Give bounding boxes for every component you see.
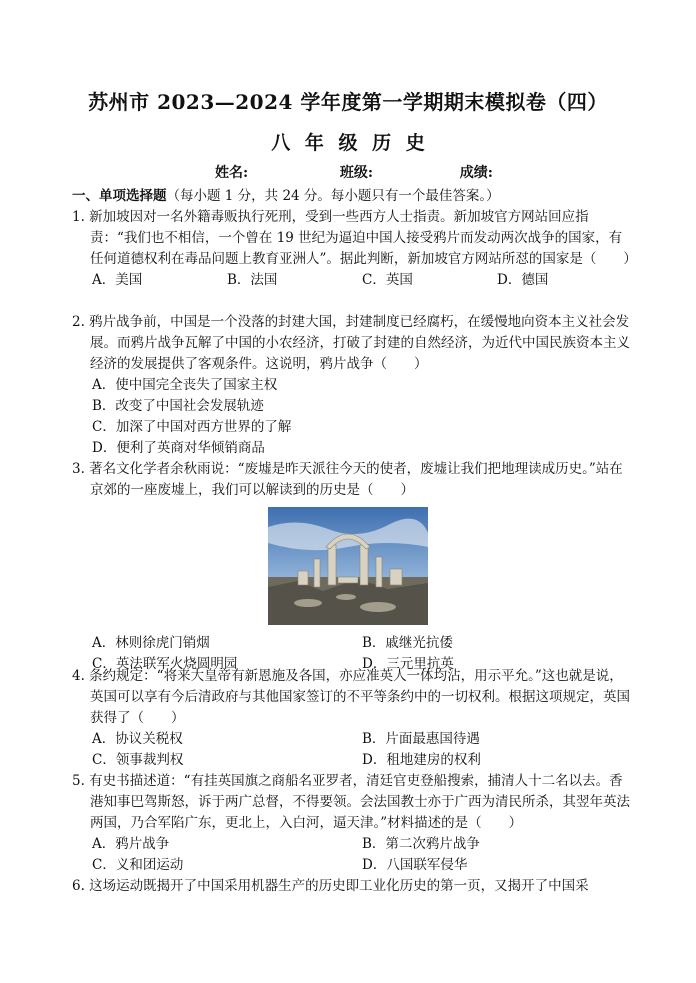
option-c: C．英国 <box>362 272 413 288</box>
option-c: C．加深了中国对西方世界的了解 <box>92 419 292 435</box>
option-b: B．第二次鸦片战争 <box>362 836 480 852</box>
option-c: C．领事裁判权 <box>92 752 184 768</box>
option-b: B．改变了中国社会发展轨迹 <box>92 398 264 414</box>
class-label: 班级: <box>339 165 374 181</box>
question-2 <box>72 312 632 459</box>
options-row <box>72 855 632 876</box>
option-a: A．使中国完全丧失了国家主权 <box>92 377 278 393</box>
option-a: A．美国 <box>92 272 143 288</box>
question-6 <box>72 876 632 897</box>
student-info-row <box>215 162 493 182</box>
option-b: B．法国 <box>227 272 278 288</box>
section-title: 一、单项选择题 <box>72 188 167 204</box>
option-c: C．英法联军火烧圆明园 <box>92 656 238 672</box>
option-b: B．片面最惠国待遇 <box>362 731 480 747</box>
question-stem: 1. 新加坡因对一名外籍毒贩执行死刑，受到一些西方人士指责。新加坡官方网站回应指责：“我们也不相信，一个曾在 19 世纪为逼迫中国人接受鸦片而发动两次战争的国家，有任何道德权利在毒品问题上教育亚洲人”。据此判断，新加坡官方网站所怼的国家是（ ） <box>72 209 637 267</box>
option-b: B．戚继光抗倭 <box>362 635 453 651</box>
option-a: A．鸦片战争 <box>92 836 170 852</box>
question-stem: 6. 这场运动既揭开了中国采用机器生产的历史即工业化历史的第一页，又揭开了中国采 <box>72 878 589 894</box>
question-stem: 5. 有史书描述道：“有挂英国旗之商船名亚罗者，清廷官吏登船搜索，捕清人十二名以去。香港知事巴驾斯怒，诉于两广总督，不得要领。会法国教士亦于广西为清民所杀，其翌年英法两国，乃合军陷广东，更北上，入白河，逼天津。”材料描述的是（ ） <box>72 773 630 831</box>
options-row <box>72 633 632 654</box>
options-row <box>72 729 632 750</box>
question-1 <box>72 207 637 291</box>
options-row <box>72 270 632 291</box>
score-label: 成绩: <box>459 165 493 181</box>
exam-subtitle: 八 年 级 历 史 <box>271 132 425 154</box>
option-a: A．林则徐虎门销烟 <box>92 635 210 651</box>
question-stem: 3. 著名文化学者余秋雨说：“废墟是昨天派往今天的使者，废墟让我们把地理读成历史。”站在京郊的一座废墟上，我们可以解读到的历史是（ ） <box>72 461 623 498</box>
option-a: A．协议关税权 <box>92 731 183 747</box>
question-4 <box>72 666 632 771</box>
options-row <box>72 750 632 771</box>
exam-title: 苏州市 2023—2024 学年度第一学期期末模拟卷（四） <box>88 90 608 114</box>
section-heading <box>72 184 500 204</box>
question-5 <box>72 771 632 876</box>
option-d: D．便利了英商对华倾销商品 <box>92 440 265 456</box>
option-c: C．义和团运动 <box>92 857 184 873</box>
option-d: D．租地建房的权利 <box>362 752 481 768</box>
ruins-photo <box>268 507 428 625</box>
name-label: 姓名: <box>215 165 249 181</box>
options-row <box>72 834 632 855</box>
option-d: D．德国 <box>497 272 549 288</box>
question-stem: 4. 条约规定：“将来大皇帝有新恩施及各国，亦应准英人一体均沾，用示平允。”这也就是说，英国可以享有今后清政府与其他国家签订的不平等条约中的一切权利。根据这项规定，英国获得了（ ） <box>72 668 630 726</box>
option-d: D．八国联军侵华 <box>362 857 468 873</box>
question-3 <box>72 459 632 675</box>
option-d: D．三元里抗英 <box>362 656 454 672</box>
section-note: （每小题 1 分，共 24 分。每小题只有一个最佳答案。） <box>166 188 500 204</box>
question-stem: 2. 鸦片战争前，中国是一个没落的封建大国，封建制度已经腐朽，在缓慢地向资本主义社会发展。而鸦片战争瓦解了中国的小农经济，打破了封建的自然经济，为近代中国民族资本主义经济的发展提供了客观条件。这说明，鸦片战争（ ） <box>72 314 630 372</box>
